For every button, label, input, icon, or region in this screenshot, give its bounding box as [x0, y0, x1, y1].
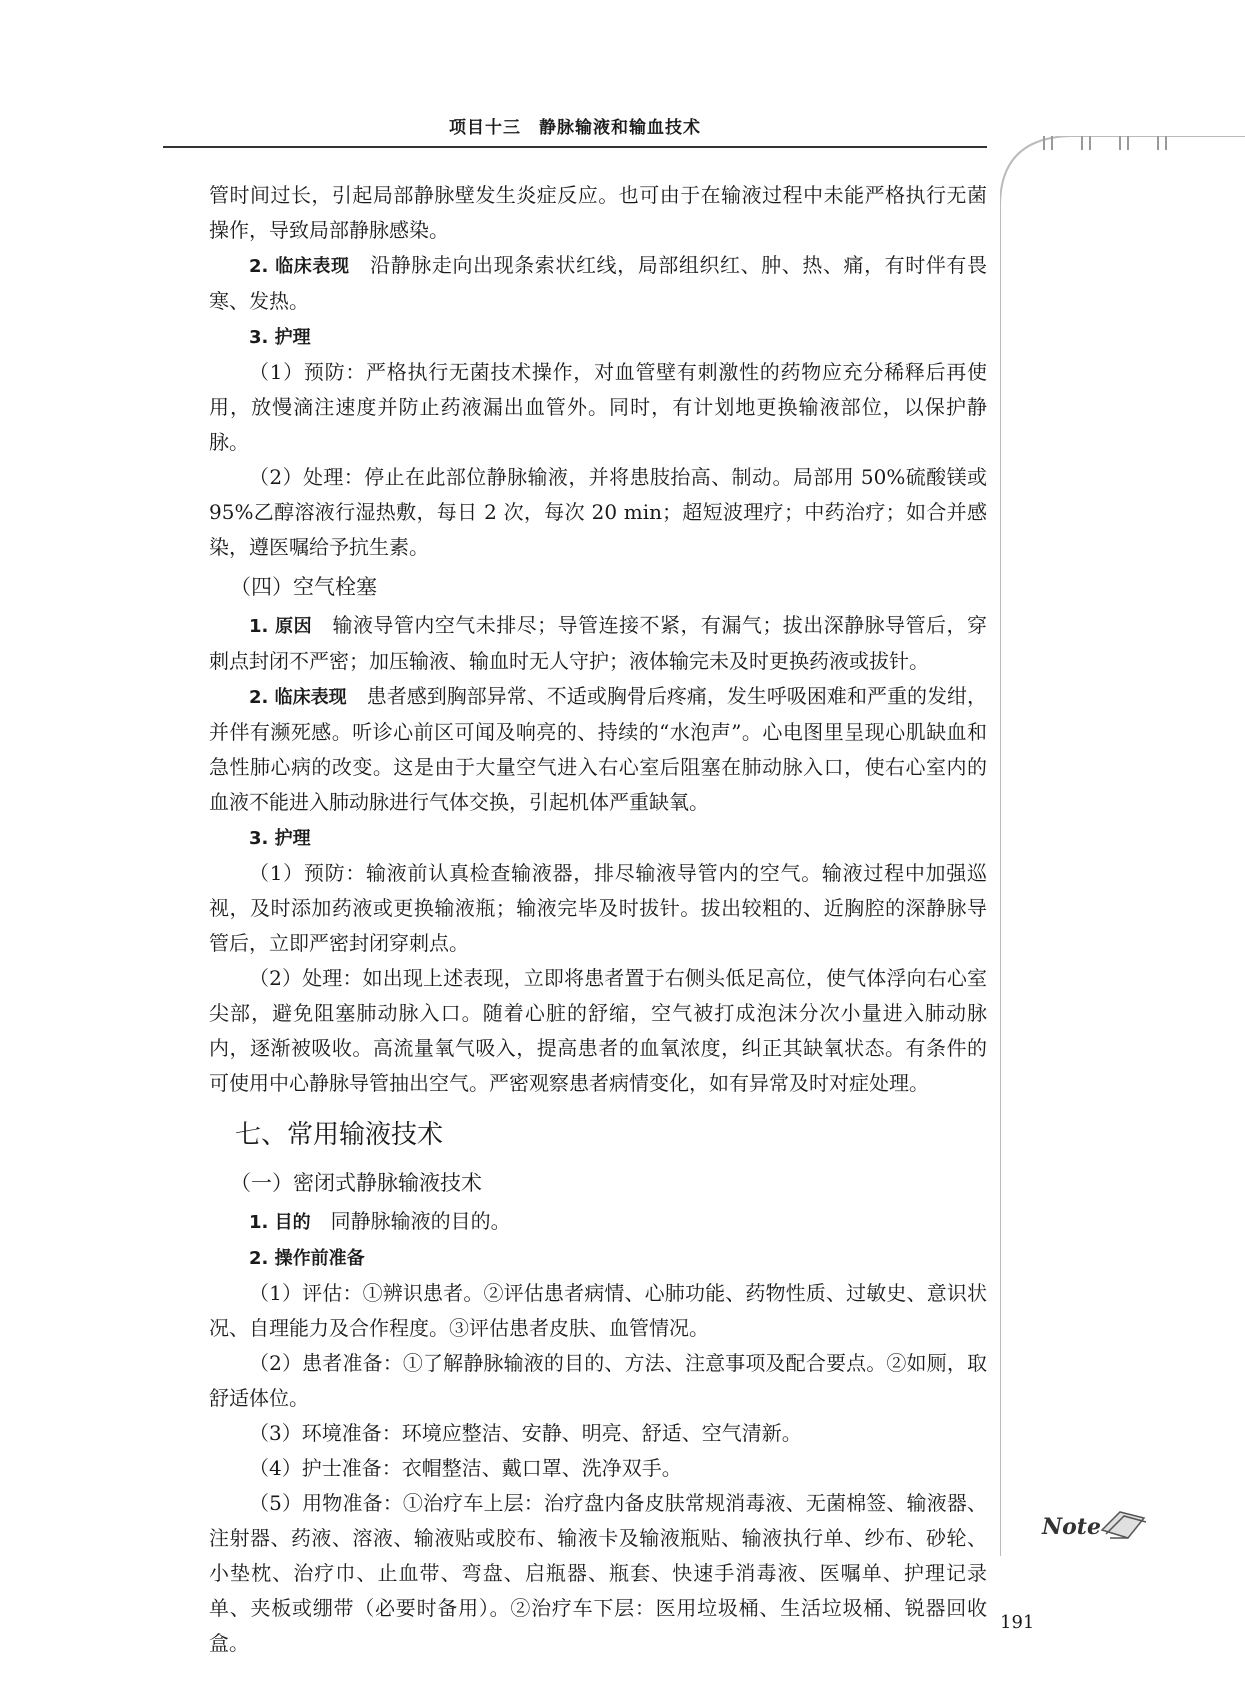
paragraph-lead: 2. 临床表现 — [249, 687, 347, 708]
paragraph — [209, 1240, 987, 1276]
subsection-heading: （四）空气栓塞 — [230, 575, 377, 599]
paragraph-lead: 3. 护理 — [249, 828, 311, 849]
paragraph: （2）处理：如出现上述表现，立即将患者置于右侧头低足高位，使气体浮向右心室尖部，避免阻塞肺动脉入口。随着心脏的舒缩，空气被打成泡沫分次小量进入肺动脉内，逐渐被吸收。高流量氧气吸入，提高患者的血氧浓度，纠正其缺氧状态。有条件的可使用中心静脉导管抽出空气。严密观察患者病情变化，如有异常及时对症处理。 — [209, 966, 987, 1095]
paragraph-lead: 3. 护理 — [249, 327, 311, 348]
paragraph-text: 同静脉输液的目的。 — [330, 1209, 511, 1233]
paragraph: （1）评估：①辨识患者。②评估患者病情、心肺功能、药物性质、过敏史、意识状况、自理能力及合作程度。③评估患者皮肤、血管情况。 — [209, 1281, 987, 1340]
paragraph: （1）预防：输液前认真检查输液器，排尽输液导管内的空气。输液过程中加强巡视，及时添加药液或更换输液瓶；输液完毕及时拔针。拔出较粗的、近胸腔的深静脉导管后，立即严密封闭穿刺点。 — [209, 861, 987, 955]
paragraph — [209, 820, 987, 856]
note-icon — [1040, 1500, 1150, 1550]
subsection-heading: （一）密闭式静脉输液技术 — [230, 1171, 482, 1195]
paragraph: （4）护士准备：衣帽整洁、戴口罩、洗净双手。 — [249, 1456, 682, 1480]
paragraph: （2）患者准备：①了解静脉输液的目的、方法、注意事项及配合要点。②如厕，取舒适体位。 — [209, 1351, 987, 1410]
paragraph-lead: 1. 原因 — [249, 616, 313, 637]
paragraph: （5）用物准备：①治疗车上层：治疗盘内备皮肤常规消毒液、无菌棉签、输液器、注射器、药液、溶液、输液贴或胶布、输液卡及输液瓶贴、输液执行单、纱布、砂轮、小垫枕、治疗巾、止血带、弯盘、启瓶器、瓶套、快速手消毒液、医嘱单、护理记录单、夹板或绷带（必要时备用）。②治疗车下层：医用垃圾桶、生活垃圾桶、锐器回收盒。 — [209, 1491, 987, 1655]
paragraph-text: 患者感到胸部异常、不适或胸骨后疼痛，发生呼吸困难和严重的发绀，并伴有濒死感。听诊心前区可闻及响亮的、持续的“水泡声”。心电图里呈现心肌缺血和急性肺心病的改变。这是由于大量空气进入右心室后阻塞在肺动脉入口，使右心室内的血液不能进入肺动脉进行气体交换，引起机体严重缺氧。 — [209, 684, 988, 814]
paragraph — [209, 1204, 987, 1240]
paragraph: （2）处理：停止在此部位静脉输液，并将患肢抬高、制动。局部用 50%硫酸镁或 95%乙醇溶液行湿热敷，每日 2 次，每次 20 min；超短波理疗；中药治疗；如合并感染，遵医嘱给予抗生素。 — [209, 465, 987, 559]
running-header: 项目十三 静脉输液和输血技术 — [449, 118, 701, 138]
main-content — [209, 178, 987, 1661]
paragraph-text: 输液导管内空气未排尽；导管连接不紧，有漏气；拔出深静脉导管后，穿刺点封闭不严密；加压输液、输血时无人守护；液体输完未及时更换药液或拔针。 — [209, 613, 987, 673]
paragraph — [209, 679, 987, 820]
paragraph: 管时间过长，引起局部静脉壁发生炎症反应。也可由于在输液过程中未能严格执行无菌操作，导致局部静脉感染。 — [209, 183, 987, 242]
paragraph-lead: 2. 操作前准备 — [249, 1248, 365, 1269]
margin-decoration — [1000, 136, 1245, 1556]
page-number: 191 — [1000, 1612, 1035, 1633]
paragraph — [209, 608, 987, 679]
paragraph — [209, 319, 987, 355]
section-heading: 七、常用输液技术 — [235, 1120, 444, 1150]
paragraph-lead: 1. 目的 — [249, 1212, 311, 1233]
paragraph-text: 沿静脉走向出现条索状红线，局部组织红、肿、热、痛，有时伴有畏寒、发热。 — [209, 253, 988, 313]
paragraph: （3）环境准备：环境应整洁、安静、明亮、舒适、空气清新。 — [249, 1421, 802, 1445]
header-rule — [163, 146, 987, 148]
paragraph: （1）预防：严格执行无菌技术操作，对血管壁有刺激性的药物应充分稀释后再使用，放慢滴注速度并防止药液漏出血管外。同时，有计划地更换输液部位，以保护静脉。 — [209, 360, 987, 454]
paragraph — [209, 248, 987, 319]
paragraph-lead: 2. 临床表现 — [249, 256, 350, 277]
note-label: Note — [1042, 1514, 1101, 1540]
